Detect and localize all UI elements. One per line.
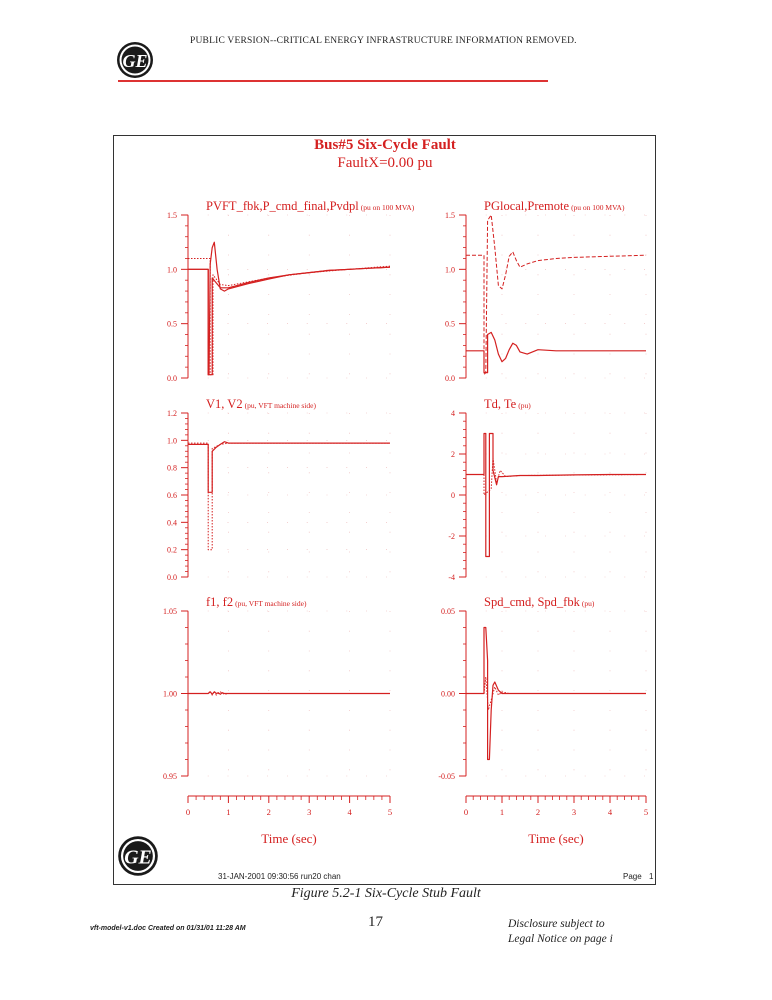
x-tick-label: 3 [307,807,312,817]
y-tick-label: 0.00 [441,689,455,699]
y-tick-label: 1.0 [167,436,177,446]
x-axis-label: Time (sec) [528,831,584,846]
x-tick-label: 5 [643,807,649,817]
y-tick-label: 0.5 [445,319,455,329]
figure-subtitle: FaultX=0.00 pu [337,155,433,171]
y-tick-label: 1.5 [445,211,455,220]
ge-logo-header [115,40,155,80]
disclosure-line-1: Disclosure subject to [508,918,605,930]
page-value: 1 [649,872,654,881]
figure-canvas [113,135,656,885]
y-tick-label: 1.5 [167,211,177,220]
y-tick-label: -4 [448,573,455,582]
ge-logo-text: GE [124,846,152,869]
chart-unit-note: (pu) [518,401,531,410]
y-tick-label: 1.00 [163,689,177,699]
header-rule [118,80,548,82]
chart-unit-note: (pu on 100 MVA) [360,203,415,212]
y-tick-label: 0.2 [167,545,177,555]
chart-panel-1 [167,199,415,383]
y-tick-label: 1.0 [167,265,177,275]
x-tick-label: 2 [535,807,541,817]
x-tick-label: 0 [463,807,469,817]
y-tick-label: 4 [451,409,455,418]
x-tick-label: 5 [387,807,393,817]
series-v1 [188,442,390,493]
y-tick-label: 0.0 [167,374,177,383]
page-label: Page [623,872,642,881]
y-tick-label: 0.05 [441,607,455,616]
chart-title: V1, V2 (pu, VFT machine side) [206,397,316,411]
x-tick-label: 0 [185,807,191,817]
x-axis-label: Time (sec) [261,831,317,846]
ge-logo-text: GE [122,51,148,71]
y-tick-label: 0.0 [167,573,177,582]
figure-caption: Figure 5.2-1 Six-Cycle Stub Fault [291,886,481,901]
series-premote [466,332,646,372]
plots-group [163,199,648,846]
x-tick-label: 2 [266,807,271,817]
x-tick-label: 4 [347,807,352,817]
y-tick-label: 0 [451,491,455,500]
y-tick-label: 0.0 [445,374,455,383]
chart-title: f1, f2 (pu, VFT machine side) [206,595,307,609]
x-tick-label: 4 [607,807,613,817]
chart-unit-note: (pu) [581,599,595,608]
y-tick-label: 2 [451,450,455,459]
chart-title: Td, Te (pu) [484,397,531,411]
chart-unit-note: (pu on 100 MVA) [571,203,625,212]
ge-monogram-icon [116,834,160,878]
x-tick-label: 3 [571,807,577,817]
disclosure-line-2: Legal Notice on page i [508,933,613,945]
y-tick-label: 1.05 [163,607,177,616]
y-tick-label: 1.2 [167,409,177,418]
run-stamp: 31-JAN-2001 09:30:56 run20 chan [218,872,341,881]
y-tick-label: 0.5 [167,319,177,329]
footer-file-info: vft-model-v1.doc Created on 01/31/01 11:28 AM [90,925,246,932]
series-pvft-fbk [188,242,390,375]
x-tick-label: 1 [226,807,231,817]
y-tick-label: 1.0 [445,265,455,275]
series-td [466,434,646,557]
y-tick-label: -0.05 [438,772,455,781]
y-tick-label: 0.6 [167,491,177,500]
series-p-cmd-final [188,267,390,375]
chart-panel-6 [438,595,648,846]
y-tick-label: 0.4 [167,518,177,528]
chart-title: PGlocal,Premote (pu on 100 MVA) [484,199,625,213]
header-notice: PUBLIC VERSION--CRITICAL ENERGY INFRASTRUCTURE INFORMATION REMOVED. [190,36,577,46]
disclosure-notice [508,917,613,947]
chart-panel-4 [448,397,646,582]
y-tick-label: -2 [448,532,455,541]
y-tick-label: 0.8 [167,463,177,473]
chart-title: PVFT_fbk,P_cmd_final,Pvdpl (pu on 100 MVA) [206,199,415,213]
chart-unit-note: (pu, VFT machine side) [235,599,307,608]
series-spd-fbk [466,677,646,710]
figure-title: Bus#5 Six-Cycle Fault [314,137,456,153]
chart-panel-3 [167,397,390,582]
series-te [466,458,646,495]
x-tick-label: 1 [499,807,505,817]
ge-logo-figure [116,834,160,878]
page-number: 17 [368,914,383,930]
chart-title: Spd_cmd, Spd_fbk (pu) [484,595,595,609]
ge-monogram-icon [115,40,155,80]
chart-panel-2 [445,199,646,383]
chart-unit-note: (pu, VFT machine side) [244,401,316,410]
chart-panel-5 [163,595,392,846]
series-v2 [188,443,390,550]
y-tick-label: 0.95 [163,772,177,781]
